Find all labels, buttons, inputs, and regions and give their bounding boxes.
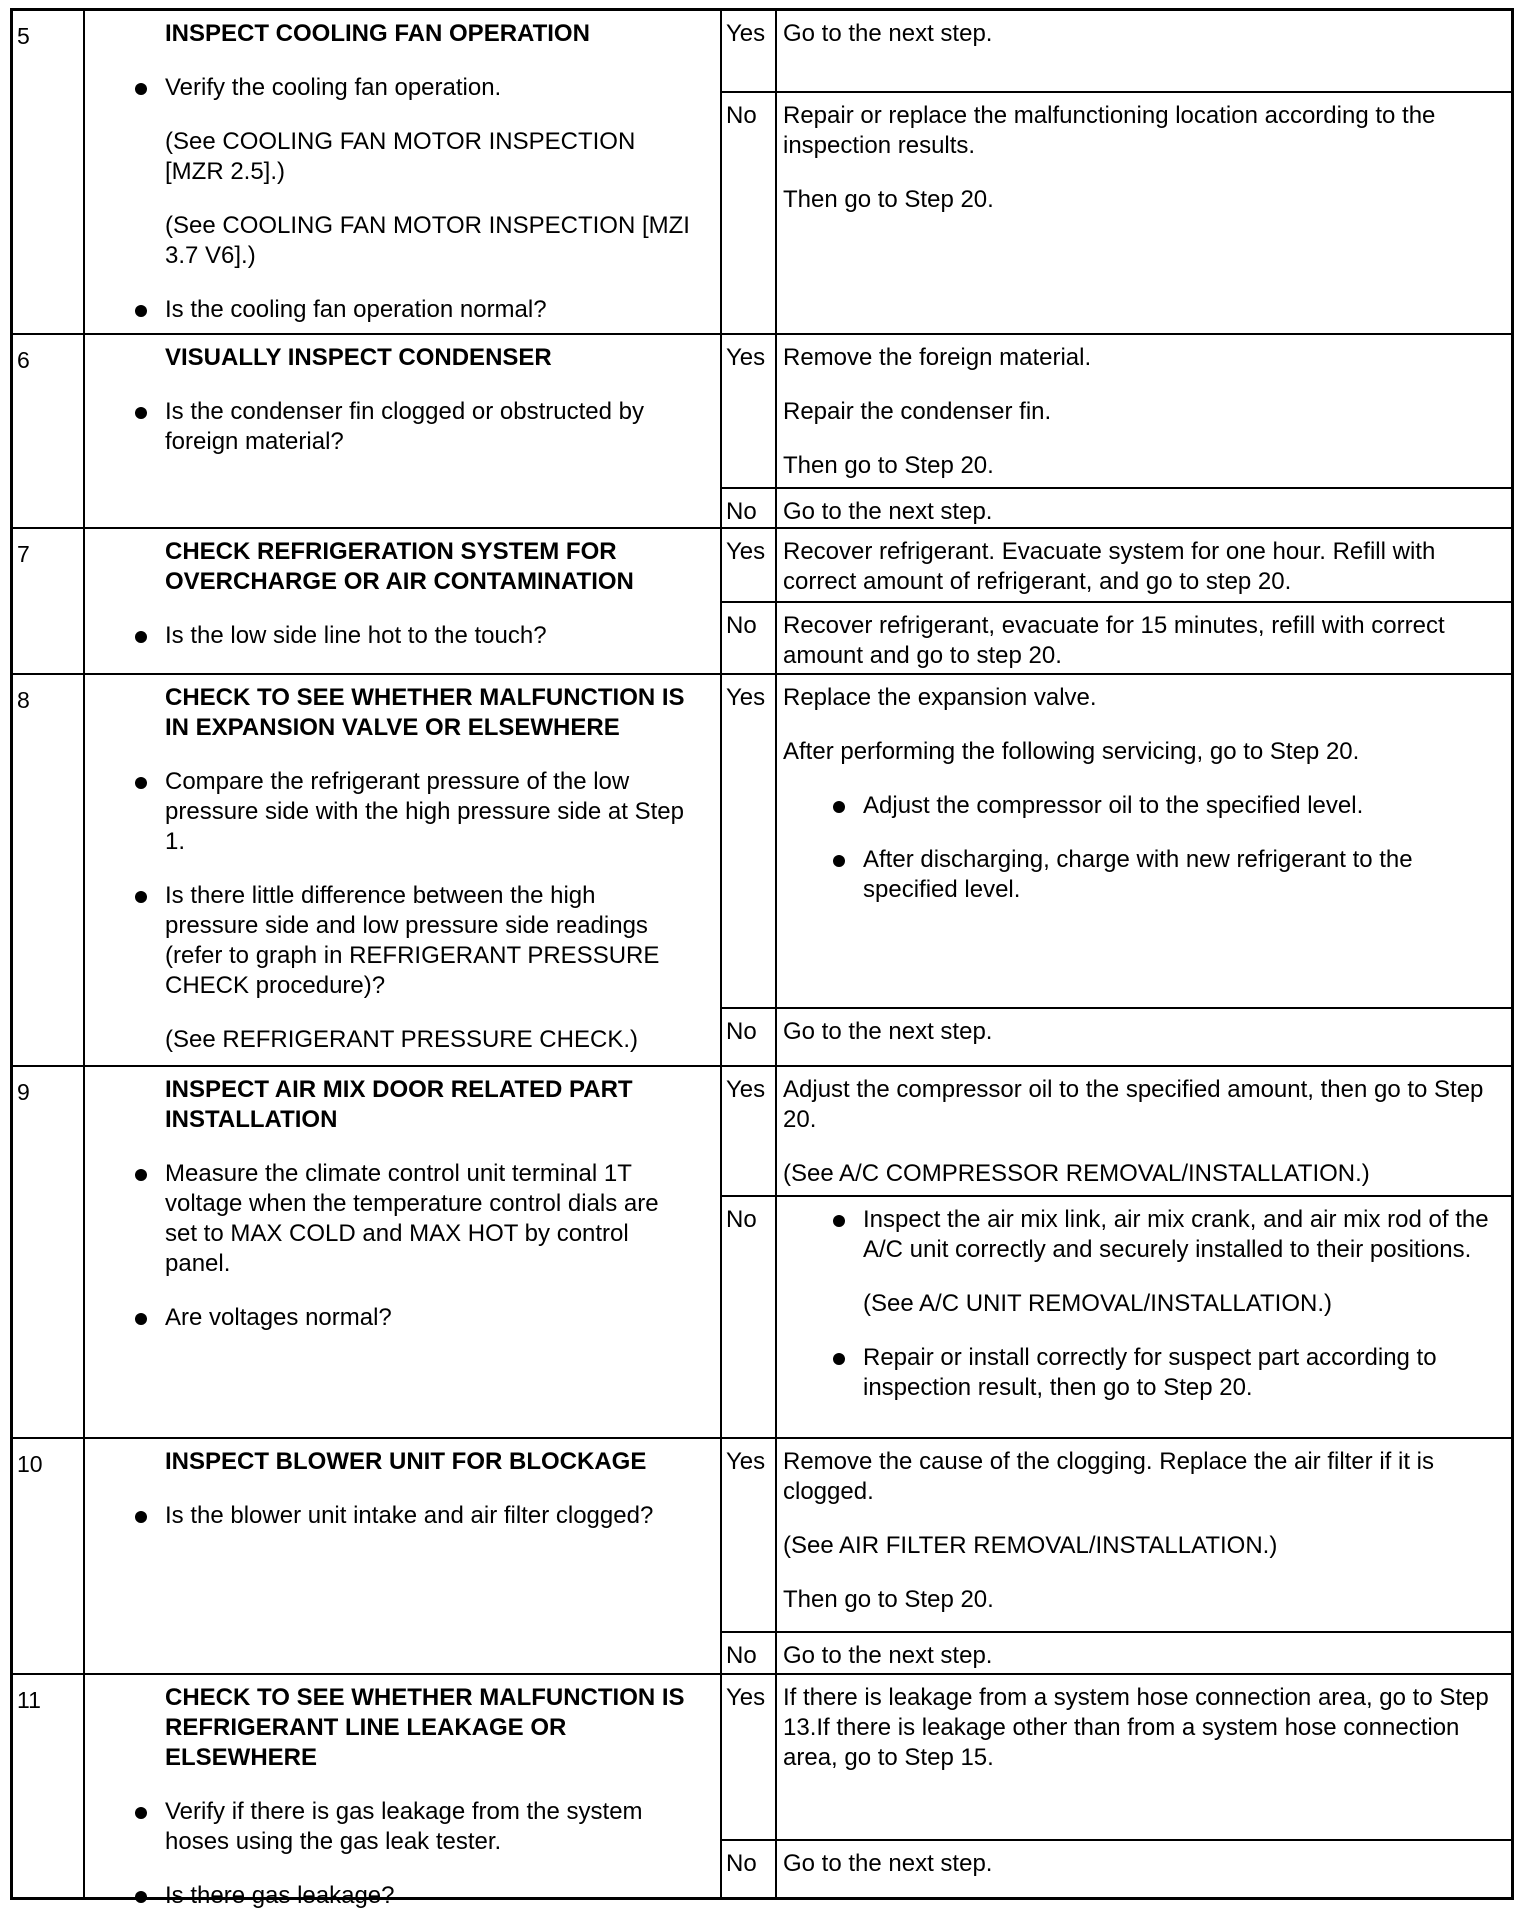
step-heading: INSPECT COOLING FAN OPERATION [165, 20, 590, 47]
step-heading: CHECK TO SEE WHETHER MALFUNCTION IS REFRIGERANT LINE LEAKAGE OR ELSEWHERE [165, 1684, 685, 1771]
step-number: 11 [17, 1687, 41, 1713]
result-text: If there is leakage from a system hose connection area, go to Step 13.If there is leakage other than from a system hose connection area, go to Step 15. [783, 1684, 1489, 1771]
yes-row [722, 335, 1511, 487]
result-text: Recover refrigerant. Evacuate system for one hour. Refill with correct amount of refrigerant, and go to step 20. [783, 538, 1436, 595]
no-label: No [722, 93, 777, 333]
bullet-item: Are voltages normal? [85, 1303, 690, 1333]
bullet-item: Verify the cooling fan operation. [85, 73, 690, 103]
yes-label: Yes [722, 1439, 777, 1631]
step-number: 7 [17, 541, 30, 567]
step-number-cell [13, 1067, 85, 1437]
action-cell [85, 1675, 722, 1909]
action-cell [85, 335, 722, 527]
bullet-item: Is there gas leakage? [85, 1881, 690, 1911]
result-cell [722, 1675, 1511, 1897]
step-number-cell [13, 529, 85, 673]
result-text: (See A/C COMPRESSOR REMOVAL/INSTALLATION.) [783, 1160, 1370, 1187]
step-heading: VISUALLY INSPECT CONDENSER [165, 344, 552, 371]
action-cell [85, 529, 722, 673]
step-heading: INSPECT BLOWER UNIT FOR BLOCKAGE [165, 1448, 647, 1475]
diagnostic-table [10, 8, 1514, 1909]
yes-label: Yes [722, 1067, 777, 1195]
yes-label: Yes [722, 335, 777, 487]
yes-row [722, 1675, 1511, 1839]
no-row [722, 1195, 1511, 1437]
yes-label: Yes [722, 11, 777, 91]
result-text: Repair or replace the malfunctioning location according to the inspection results. [783, 102, 1436, 159]
result-text: Repair the condenser fin. [783, 398, 1052, 425]
step-number: 6 [17, 347, 30, 373]
result-cell [722, 675, 1511, 1065]
table-row [13, 1675, 1511, 1909]
no-label: No [722, 1633, 777, 1673]
step-heading: CHECK REFRIGERATION SYSTEM FOR OVERCHARGE OR AIR CONTAMINATION [165, 538, 634, 595]
step-heading: INSPECT AIR MIX DOOR RELATED PART INSTALLATION [165, 1076, 633, 1133]
step-number-cell [13, 11, 85, 333]
yes-row [722, 1067, 1511, 1195]
yes-row [722, 675, 1511, 1007]
result-text: Remove the cause of the clogging. Replace the air filter if it is clogged. [783, 1448, 1434, 1505]
table-row [13, 529, 1511, 675]
result-bullet: Adjust the compressor oil to the specified level. [783, 791, 1489, 821]
result-text: Then go to Step 20. [783, 186, 994, 213]
result-text: Remove the foreign material. [783, 344, 1092, 371]
step-number-cell [13, 675, 85, 1065]
result-text: Go to the next step. [783, 1018, 993, 1045]
result-text: Then go to Step 20. [783, 452, 994, 479]
step-number-cell [13, 1439, 85, 1673]
step-number: 10 [17, 1451, 43, 1477]
result-cell [722, 1067, 1511, 1437]
step-heading: CHECK TO SEE WHETHER MALFUNCTION IS IN EXPANSION VALVE OR ELSEWHERE [165, 684, 685, 741]
yes-row [722, 529, 1511, 601]
table-row [13, 1067, 1511, 1439]
result-text: Go to the next step. [783, 498, 993, 525]
result-cell [722, 1439, 1511, 1673]
yes-label: Yes [722, 675, 777, 1007]
result-text: Adjust the compressor oil to the specified amount, then go to Step 20. [783, 1076, 1484, 1133]
bullet-item: Compare the refrigerant pressure of the low pressure side with the high pressure side at Step 1. [85, 767, 690, 857]
reference-note: (See REFRIGERANT PRESSURE CHECK.) [165, 1026, 638, 1053]
result-bullet: After discharging, charge with new refrigerant to the specified level. [783, 845, 1489, 905]
step-number: 5 [17, 23, 30, 49]
no-label: No [722, 1009, 777, 1065]
no-label: No [722, 603, 777, 673]
action-cell [85, 675, 722, 1065]
no-label: No [722, 1841, 777, 1897]
no-row [722, 1007, 1511, 1065]
result-text: Then go to Step 20. [783, 1586, 994, 1613]
result-text: Go to the next step. [783, 1642, 993, 1669]
step-number: 8 [17, 687, 30, 713]
result-text: (See AIR FILTER REMOVAL/INSTALLATION.) [783, 1532, 1278, 1559]
result-text: Recover refrigerant, evacuate for 15 minutes, refill with correct amount and go to step 20. [783, 612, 1445, 669]
action-cell [85, 11, 722, 333]
table-row [13, 1439, 1511, 1675]
no-row [722, 487, 1511, 527]
yes-label: Yes [722, 529, 777, 601]
table-row [13, 675, 1511, 1067]
table-row [13, 11, 1511, 335]
reference-note: (See A/C UNIT REMOVAL/INSTALLATION.) [863, 1290, 1332, 1317]
result-cell [722, 335, 1511, 527]
result-cell [722, 529, 1511, 673]
bullet-item: Measure the climate control unit terminal 1T voltage when the temperature control dials are set to MAX COLD and MAX HOT by control panel. [85, 1159, 690, 1279]
step-number-cell [13, 335, 85, 527]
step-number-cell [13, 1675, 85, 1897]
bullet-item: Is there little difference between the high pressure side and low pressure side readings (refer to graph in REFRIGERANT PRESSURE CHECK procedure)? [85, 881, 690, 1001]
result-cell [722, 11, 1511, 333]
bullet-item: Verify if there is gas leakage from the system hoses using the gas leak tester. [85, 1797, 690, 1857]
result-bullet: Inspect the air mix link, air mix crank, and air mix rod of the A/C unit correctly and securely installed to their positions. [783, 1205, 1489, 1265]
no-row [722, 601, 1511, 673]
bullet-item: Is the blower unit intake and air filter clogged? [85, 1501, 690, 1531]
reference-note: (See COOLING FAN MOTOR INSPECTION [MZI 3.7 V6].) [165, 212, 690, 269]
result-bullet: Repair or install correctly for suspect part according to inspection result, then go to Step 20. [783, 1343, 1489, 1403]
bullet-item: Is the condenser fin clogged or obstructed by foreign material? [85, 397, 690, 457]
no-row [722, 1631, 1511, 1673]
action-cell [85, 1439, 722, 1673]
result-text: Go to the next step. [783, 20, 993, 47]
bullet-item: Is the cooling fan operation normal? [85, 295, 690, 325]
no-label: No [722, 489, 777, 527]
no-row [722, 1839, 1511, 1897]
bullet-item: Is the low side line hot to the touch? [85, 621, 690, 651]
step-number: 9 [17, 1079, 30, 1105]
yes-label: Yes [722, 1675, 777, 1839]
result-text: Replace the expansion valve. [783, 684, 1097, 711]
no-label: No [722, 1197, 777, 1437]
table-row [13, 335, 1511, 529]
yes-row [722, 1439, 1511, 1631]
reference-note: (See COOLING FAN MOTOR INSPECTION [MZR 2.5].) [165, 128, 636, 185]
yes-row [722, 11, 1511, 91]
action-cell [85, 1067, 722, 1437]
result-text: After performing the following servicing, go to Step 20. [783, 738, 1360, 765]
no-row [722, 91, 1511, 333]
result-text: Go to the next step. [783, 1850, 993, 1877]
